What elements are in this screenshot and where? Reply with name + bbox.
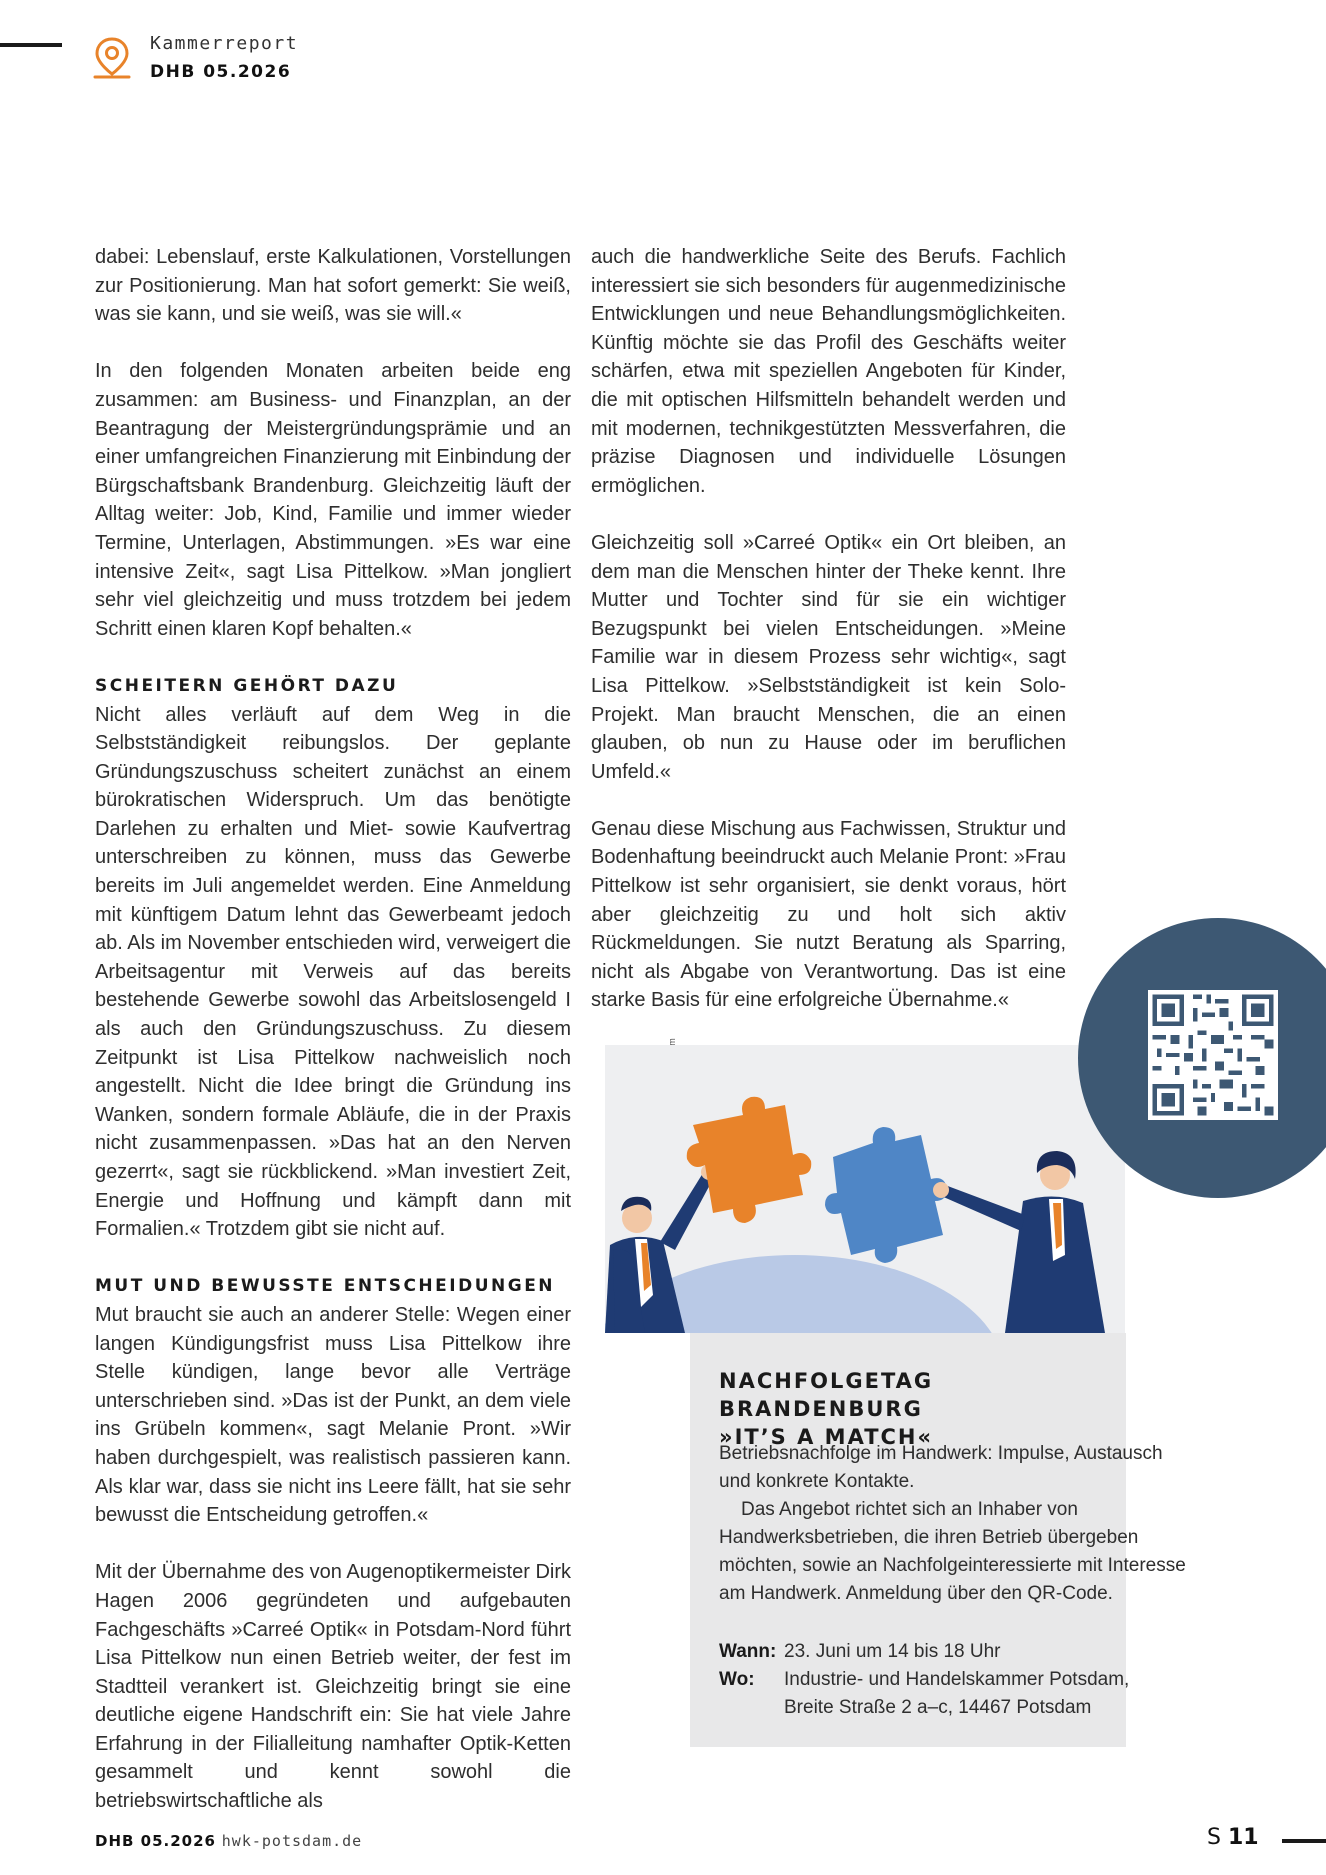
where-value-line: Industrie- und Handelskammer Potsdam,: [784, 1669, 1130, 1690]
event-description: [719, 1440, 1189, 1608]
article-paragraph: Genau diese Mischung aus Fachwissen, Struktur und Bodenhaftung beeindruckt auch Melanie Pront: »Frau Pittelkow ist sehr organisiert, sie denkt voraus, hört aber gleichzeitig zu und holt sich aktiv Rückmeldungen. Sie nutzt Beratung als Sparring, nicht als Abgabe von Verantwortung. Das ist eine starke Basis für eine erfolgreiche Übernahme.«: [591, 817, 1066, 1012]
event-intro: Betriebsnachfolge im Handwerk: Impulse, Austausch und konkrete Kontakte.: [719, 1443, 1163, 1492]
event-title-line: NACHFOLGETAG BRANDENBURG: [719, 1369, 934, 1421]
article-paragraph: In den folgenden Monaten arbeiten beide eng zusammen: am Business- und Finanzplan, an der Beantragung der Meistergründungsprämie und an einer umfangreichen Finanzierung mit Einbindung der Bürgschaftsbank Brandenburg. Gleichzeitig läuft der Alltag weiter: Job, Kind, Familie und immer wieder Termine, Unterlagen, Abstimmungen. »Es war eine intensive Zeit«, sagt Lisa Pittelkow. »Man jongliert sehr viel gleichzeitig und muss trotzdem bei jedem Schritt einen klaren Kopf behalten.«: [95, 360, 571, 640]
event-title: [719, 1367, 1119, 1451]
event-details: [719, 1638, 1189, 1722]
section-heading: SCHEITERN GEHÖRT DAZU: [95, 675, 399, 696]
article-right-column: [591, 243, 1066, 1044]
footer-issue: DHB 05.2026: [95, 1832, 216, 1850]
article-paragraph: dabei: Lebenslauf, erste Kalkulationen, Vorstellungen zur Positionierung. Man hat sofort gemerkt: Sie weiß, was sie kann, und sie weiß, was sie will.«: [95, 246, 571, 326]
section-heading: MUT UND BEWUSSTE ENTSCHEIDUNGEN: [95, 1276, 556, 1297]
header-rule: [0, 43, 62, 47]
article-paragraph: Mut braucht sie auch an anderer Stelle: Wegen einer langen Kündigungsfrist muss Lisa Pittelkow ihre Stelle kündigen, lange bevor alle Verträge unterschrieben sind. »Das ist der Punkt, an dem viele ins Grübeln kommen«, sagt Melanie Pront. »Wir haben durchgespielt, was realistisch passieren kann. Als klar war, dass sie nicht ins Leere fällt, hat sie sehr bewusst die Entscheidung getroffen.«: [95, 1303, 571, 1527]
location-pin-icon: [92, 36, 132, 80]
event-where-row: [719, 1666, 1189, 1722]
article-paragraph: Gleichzeitig soll »Carreé Optik« ein Ort bleiben, an dem man die Menschen hinter der Theke kennt. Ihre Mutter und Tochter sind für sie ein wichtiger Bezugspunkt bei vielen Entscheidungen. »Meine Familie war in diesem Prozess sehr wichtig«, sagt Lisa Pittelkow. »Selbstständigkeit ist kein Solo-Projekt. Man braucht Menschen, die an einen glauben, ob nun zu Hause oder im beruflichen Umfeld.«: [591, 531, 1066, 783]
article-paragraph: Mit der Übernahme des von Augenoptikermeister Dirk Hagen 2006 gegründeten und aufgebauten Fachgeschäfts »Carreé Optik« in Potsdam-Nord führt Lisa Pittelkow nun einen Betrieb weiter, der fest im Stadtteil verankert ist. Gleichzeitig bringt sie eine deutliche eigene Handschrift ein: Sie hat viele Jahre Erfahrung in der Filialleitung namhafter Optik-Ketten gesammelt und kennt sowohl die betriebswirtschaftliche als: [95, 1561, 571, 1813]
section-kicker: Kammerreport: [150, 33, 299, 54]
page-prefix: S: [1207, 1825, 1221, 1850]
registration-qr-code[interactable]: [1148, 990, 1278, 1120]
article-paragraph: Nicht alles verläuft auf dem Weg in die Selbstständigkeit reibungslos. Der geplante Gründungszuschuss scheitert zunächst an einem bürokratischen Widerspruch. Um das benötigte Darlehen zu erhalten und Miet- sowie Kaufvertrag unterschreiben zu können, muss das Gewerbe bereits im Juli angemeldet werden. Eine Anmeldung mit künftigem Datum lehnt das Gewerbeamt jedoch ab. Als im November entschieden wird, verweigert die Arbeitsagentur mit Verweis auf das bereits bestehende Gewerbe sowohl das Arbeitslosengeld I als auch den Gründungszuschuss. Zu diesem Zeitpunkt ist Lisa Pittelkow nachweislich noch angestellt. Nicht die Idee bringt die Gründung ins Wanken, sondern formale Abläufe, die in der Praxis nicht zusammenpassen. »Das hat an den Nerven gezerrt«, sagt sie rückblickend. »Man investiert Zeit, Energie und Hoffnung und kämpft dann mit Formalien.« Trotzdem gibt sie nicht auf.: [95, 703, 571, 1241]
event-when-row: [719, 1638, 1189, 1666]
page-number: [1207, 1825, 1259, 1850]
footer-website[interactable]: hwk-potsdam.de: [221, 1832, 363, 1850]
event-title-line: »IT’S A MATCH«: [719, 1425, 934, 1449]
event-body: Das Angebot richtet sich an Inhaber von Handwerksbetrieben, die ihren Betrieb übergeben möchten, sowie an Nachfolgeinteressierte mit Interesse am Handwerk. Anmeldung über den QR-Code.: [719, 1499, 1186, 1604]
where-value: [784, 1666, 1189, 1722]
when-label: Wann:: [719, 1641, 777, 1662]
puzzle-people-image: [605, 1045, 1125, 1333]
where-label: Wo:: [719, 1669, 755, 1690]
when-value: 23. Juni um 14 bis 18 Uhr: [784, 1641, 1001, 1662]
footer-rule: [1282, 1839, 1326, 1843]
article-paragraph: auch die handwerkliche Seite des Berufs. Fachlich interessiert sie sich besonders für augenmedizinische Entwicklungen und neue Behandlungsmöglichkeiten. Künftig möchte sie das Profil des Geschäfts weiter schärfen, etwa mit speziellen Angeboten für Kinder, die mit optischen Hilfsmitteln behandelt werden und mit modernen, technikgestützten Messverfahren, die präzise Diagnosen und individuelle Lösungen ermöglichen.: [591, 246, 1066, 497]
footer-left: [95, 1832, 362, 1850]
issue-label: DHB 05.2026: [150, 62, 292, 82]
where-value-line: Breite Straße 2 a–c, 14467 Potsdam: [784, 1697, 1092, 1718]
puzzle-illustration: [605, 1045, 1125, 1333]
article-left-column: [95, 243, 571, 1844]
page-number-value: 11: [1227, 1825, 1259, 1850]
